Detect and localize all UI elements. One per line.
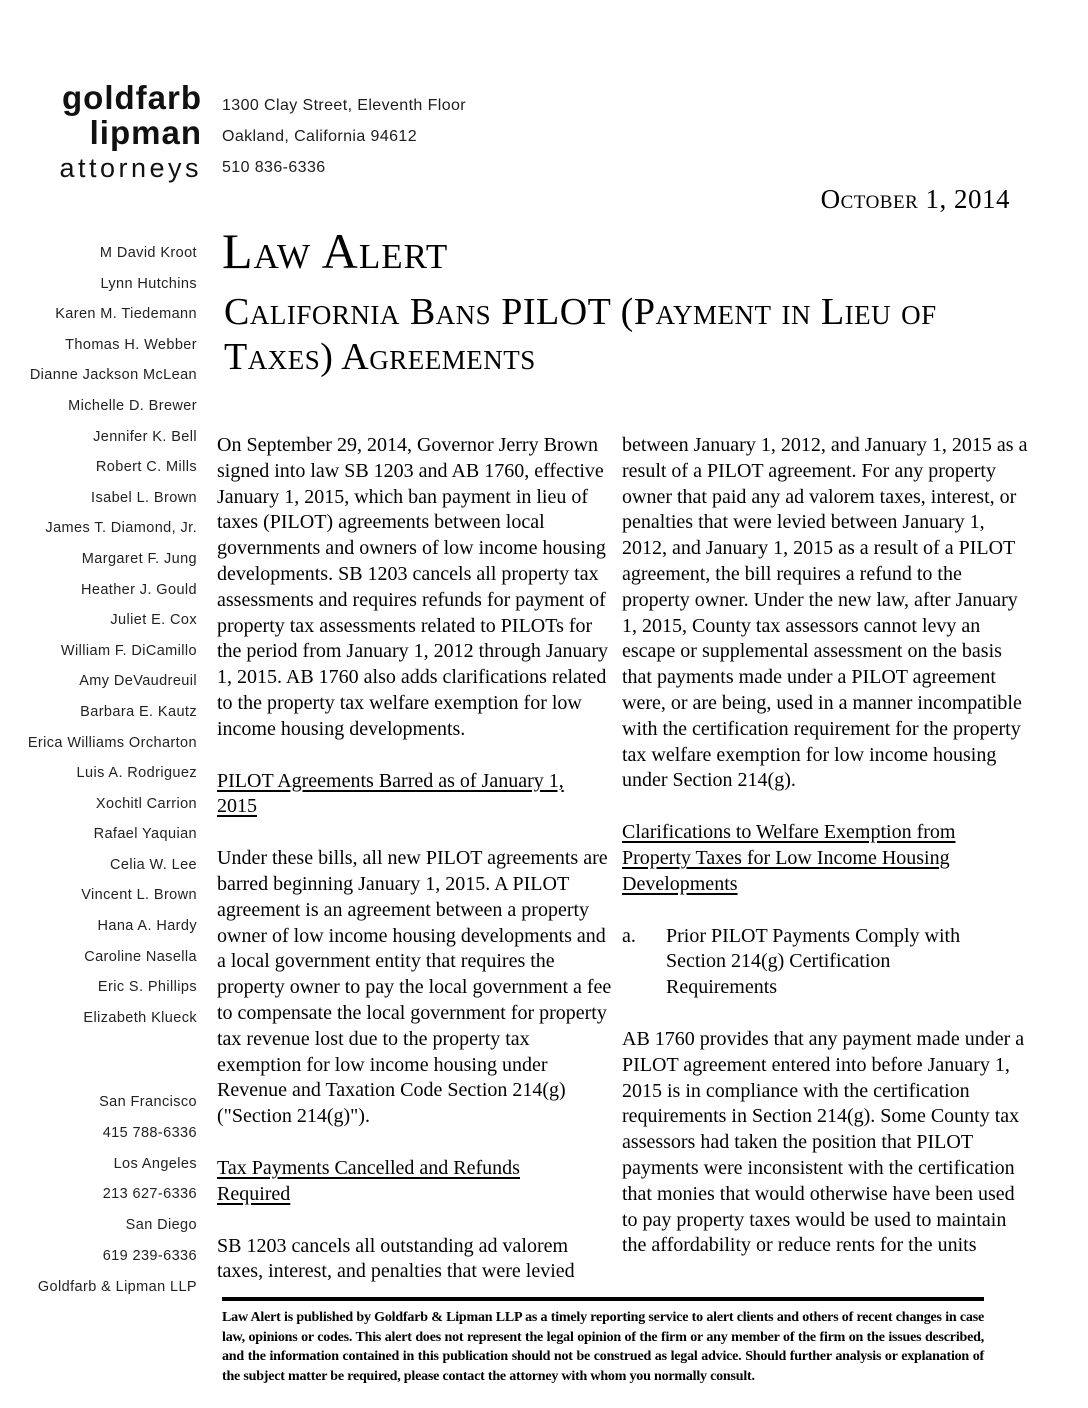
office-city: San Francisco	[99, 1094, 197, 1110]
attorney-name: Jennifer K. Bell	[93, 428, 197, 445]
attorney-name: Juliet E. Cox	[110, 612, 197, 629]
attorney-name: Heather J. Gould	[80, 581, 197, 598]
attorney-name: Dianne Jackson McLean	[29, 367, 197, 384]
office-city: San Diego	[125, 1217, 197, 1234]
firm-logo	[40, 80, 202, 186]
office-list	[0, 1087, 197, 1303]
list-item-text: Prior PILOT Payments Comply with Section 214(g) Certification Requirements	[666, 924, 961, 999]
section-heading: PILOT Agreements Barred as of January 1, 2015	[217, 769, 564, 818]
attorney-name: Isabel L. Brown	[91, 489, 197, 506]
paragraph: between January 1, 2012, and January 1, 2015 as a result of a PILOT agreement. For any property owner that paid any ad valorem taxes, interest, or penalties that were levied between January 1, 2012, and January 1, 2015 as a result of a PILOT agreement, the bill requires a refund to the property owner. Under the new law, after January 1, 2015, County tax assessors cannot levy an escape or supplemental assessment on the basis that payments made under a PILOT agreement were, or are being, used in a manner incompatible with the certification requirement for the property tax welfare exemption for low income housing under Section 214(g).	[622, 434, 1028, 792]
attorney-name: Rafael Yaquian	[93, 826, 197, 843]
attorney-name: Karen M. Tiedemann	[55, 306, 197, 323]
body-column-left	[217, 433, 615, 1311]
attorney-name: Robert C. Mills	[95, 459, 197, 476]
attorney-name: Amy DeVaudreuil	[79, 673, 197, 690]
body-column-right	[622, 433, 1028, 1285]
attorney-name: William F. DiCamillo	[60, 642, 197, 659]
attorney-name: Eric S. Phillips	[97, 979, 197, 996]
disclaimer-footer	[222, 1297, 984, 1386]
paragraph: On September 29, 2014, Governor Jerry Brown signed into law SB 1203 and AB 1760, effective January 1, 2015, which ban payment in lieu of taxes (PILOT) agreements between local governments and owners of low income housing developments. SB 1203 cancels all property tax assessments and requires refunds for payment of property tax assessments related to PILOTs for the period from January 1, 2012 through January 1, 2015. AB 1760 also adds clarifications related to the property tax welfare exemption for low income housing developments.	[217, 434, 609, 740]
office-phone: 213 627-6336	[102, 1186, 197, 1203]
office-phone: 619 239-6336	[102, 1247, 197, 1264]
list-item-marker: a.	[622, 924, 636, 947]
office-phone: 415 788-6336	[102, 1124, 197, 1141]
firm-address	[222, 90, 466, 183]
paragraph: Under these bills, all new PILOT agreements are barred beginning January 1, 2015. A PILOT agreement is an agreement between a property owner of low income housing developments and a local government entity that requires the property owner to pay the local government a fee to compensate the local government for property tax revenue lost due to the property tax exemption for low income housing under Revenue and Taxation Code Section 214(g) ("Section 214(g)").	[217, 847, 612, 1128]
attorney-name: Vincent L. Brown	[81, 887, 197, 904]
attorney-name: Barbara E. Kautz	[80, 703, 197, 720]
section-heading: Clarifications to Welfare Exemption from Property Taxes for Low Income Housing Developments	[622, 821, 956, 895]
address-phone: 510 836-6336	[222, 159, 326, 176]
address-city: Oakland, California 94612	[222, 128, 418, 145]
logo-word-goldfarb: goldfarb	[62, 79, 202, 116]
attorney-name: Erica Williams Orcharton	[27, 734, 197, 751]
page-subtitle: California Bans PILOT (Payment in Lieu of Taxes) Agreements	[224, 291, 937, 378]
logo-word-lipman: lipman	[89, 114, 202, 151]
attorney-list	[0, 238, 197, 1033]
attorney-name: Elizabeth Klueck	[83, 1009, 197, 1026]
logo-word-attorneys: attorneys	[59, 153, 202, 183]
issue-date: October 1, 2014	[820, 184, 1010, 214]
attorney-name: Caroline Nasella	[84, 948, 197, 965]
attorney-name: Michelle D. Brewer	[68, 397, 197, 414]
attorney-name: Xochitl Carrion	[95, 795, 197, 812]
attorney-name: Hana A. Hardy	[97, 918, 197, 935]
attorney-name: Thomas H. Webber	[65, 336, 197, 353]
paragraph: AB 1760 provides that any payment made under a PILOT agreement entered into before January 1, 2015 is in compliance with the certification requirements in Section 214(g). Some County tax assessors had taken the position that PILOT payments were inconsistent with the certification that monies that would otherwise have been used to pay property taxes would be used to maintain the affordability or reduce rents for the units	[622, 1027, 1025, 1257]
attorney-name: Celia W. Lee	[109, 856, 197, 873]
paragraph: SB 1203 cancels all outstanding ad valorem taxes, interest, and penalties that were levied	[217, 1234, 575, 1283]
attorney-name: Margaret F. Jung	[81, 550, 197, 567]
attorney-name: Luis A. Rodriguez	[76, 765, 197, 782]
section-heading: Tax Payments Cancelled and Refunds Required	[217, 1156, 520, 1205]
attorney-name: Lynn Hutchins	[100, 275, 197, 292]
address-street: 1300 Clay Street, Eleventh Floor	[222, 97, 467, 114]
attorney-name: James T. Diamond, Jr.	[45, 520, 197, 537]
attorney-name: M David Kroot	[99, 245, 197, 261]
firm-name: Goldfarb & Lipman LLP	[37, 1278, 197, 1295]
office-city: Los Angeles	[113, 1155, 197, 1172]
disclaimer-text: Law Alert is published by Goldfarb & Lipman LLP as a timely reporting service to alert clients and others of recent changes in case law, opinions or codes. This alert does not represent the legal opinion of the firm or any member of the firm on the issues described, and the information contained in this publication should not be construed as legal advice. Should further analysis or explanation of the subject matter be required, please contact the attorney with whom you normally consult.	[222, 1310, 984, 1384]
lettered-list-item	[622, 924, 1028, 1001]
page-title: Law Alert	[222, 223, 449, 279]
